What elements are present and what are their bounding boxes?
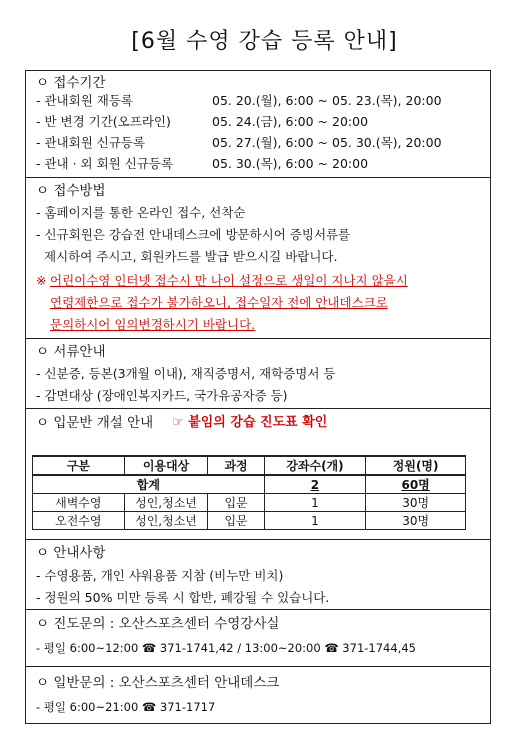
table-header-cell: 이용대상 [124, 456, 208, 475]
table-cell: 입문 [208, 512, 264, 530]
info-heading: ㅇ 안내사항 [36, 545, 106, 561]
notice-line-3: 문의하시어 임의변경하시기 바랍니다. [50, 317, 256, 332]
period-label-4: - 관내 · 외 회원 신규등록 [36, 156, 174, 171]
section-info [25, 539, 491, 610]
documents-heading: ㅇ 서류안내 [36, 344, 106, 360]
table-total-label: 합계 [33, 475, 265, 494]
general-contact-line: - 평일 6:00~21:00 ☎ 371-1717 [36, 700, 216, 714]
table-cell: 1 [264, 494, 366, 512]
section-documents [25, 338, 491, 409]
intro-heading: ㅇ 입문반 개설 안내 [36, 415, 154, 431]
period-value-1: 05. 20.(월), 6:00 ~ 05. 23.(목), 20:00 [212, 93, 442, 108]
table-cell: 성인,청소년 [124, 494, 208, 512]
table-row [33, 494, 466, 512]
period-heading: ㅇ 접수기간 [36, 75, 106, 91]
table-header-cell: 과정 [208, 456, 264, 475]
period-label-1: - 관내회원 재등록 [36, 93, 133, 108]
table-header-cell: 강좌수(개) [264, 456, 366, 475]
table-cell: 성인,청소년 [124, 512, 208, 530]
table-header-cell: 정원(명) [366, 456, 466, 475]
documents-line-1: - 신분증, 등본(3개월 이내), 재직증명서, 재학증명서 등 [36, 366, 336, 381]
general-contact-heading: ㅇ 일반문의 : 오산스포츠센터 안내데스크 [36, 675, 280, 691]
table-header-row [33, 456, 466, 475]
section-intro [25, 408, 491, 540]
period-value-4: 05. 30.(목), 6:00 ~ 20:00 [212, 156, 369, 171]
documents-line-2: - 감면대상 (장애인복지카드, 국가유공자증 등) [36, 388, 288, 403]
method-line-3: 제시하여 주시고, 회원카드를 발급 받으시길 바랍니다. [44, 249, 338, 264]
section-general-contact [25, 666, 491, 724]
table-total-row [33, 475, 466, 494]
table-cell: 1 [264, 512, 366, 530]
info-line-1: - 수영용품, 개인 샤워용품 지참 (비누만 비치) [36, 568, 284, 583]
method-line-2: - 신규회원은 강습전 안내데스크에 방문하시어 증빙서류를 [36, 227, 351, 242]
table-cell: 30명 [366, 494, 466, 512]
table-total-capacity: 60명 [366, 475, 466, 494]
section-progress-contact [25, 609, 491, 667]
method-line-1: - 홈페이지를 통한 온라인 접수, 선착순 [36, 205, 246, 220]
method-heading: ㅇ 접수방법 [36, 183, 106, 199]
notice-mark: ※ [36, 273, 47, 288]
info-line-2: - 정원의 50% 미만 등록 시 합반, 폐강될 수 있습니다. [36, 590, 330, 605]
progress-contact-heading: ㅇ 진도문의 : 오산스포츠센터 수영강사실 [36, 616, 280, 632]
notice-line-2: 연령제한으로 접수가 불가하오니, 접수일자 전에 안내데스크로 [50, 295, 388, 310]
progress-contact-line: - 평일 6:00~12:00 ☎ 371-1741,42 / 13:00~20:00 ☎ 371-1744,45 [36, 641, 416, 655]
table-total-count: 2 [264, 475, 366, 494]
table-cell: 30명 [366, 512, 466, 530]
table-cell: 오전수영 [33, 512, 125, 530]
period-label-2: - 반 변경 기간(오프라인) [36, 114, 171, 129]
course-table [32, 455, 466, 530]
section-period [25, 70, 491, 178]
table-cell: 새벽수영 [33, 494, 125, 512]
table-header-cell: 구분 [33, 456, 125, 475]
period-value-2: 05. 24.(금), 6:00 ~ 20:00 [212, 114, 369, 129]
intro-highlight: ☞ 붙임의 강습 진도표 확인 [172, 415, 328, 430]
page-title: [6월 수영 강습 등록 안내] [131, 29, 398, 54]
period-label-3: - 관내회원 신규등록 [36, 135, 146, 150]
notice-line-1: 어린이수영 인터넷 접수시 만 나이 설정으로 생일이 지나지 않을시 [50, 273, 408, 288]
table-row [33, 512, 466, 530]
table-cell: 입문 [208, 494, 264, 512]
section-method [25, 177, 491, 339]
period-value-3: 05. 27.(월), 6:00 ~ 05. 30.(목), 20:00 [212, 135, 442, 150]
